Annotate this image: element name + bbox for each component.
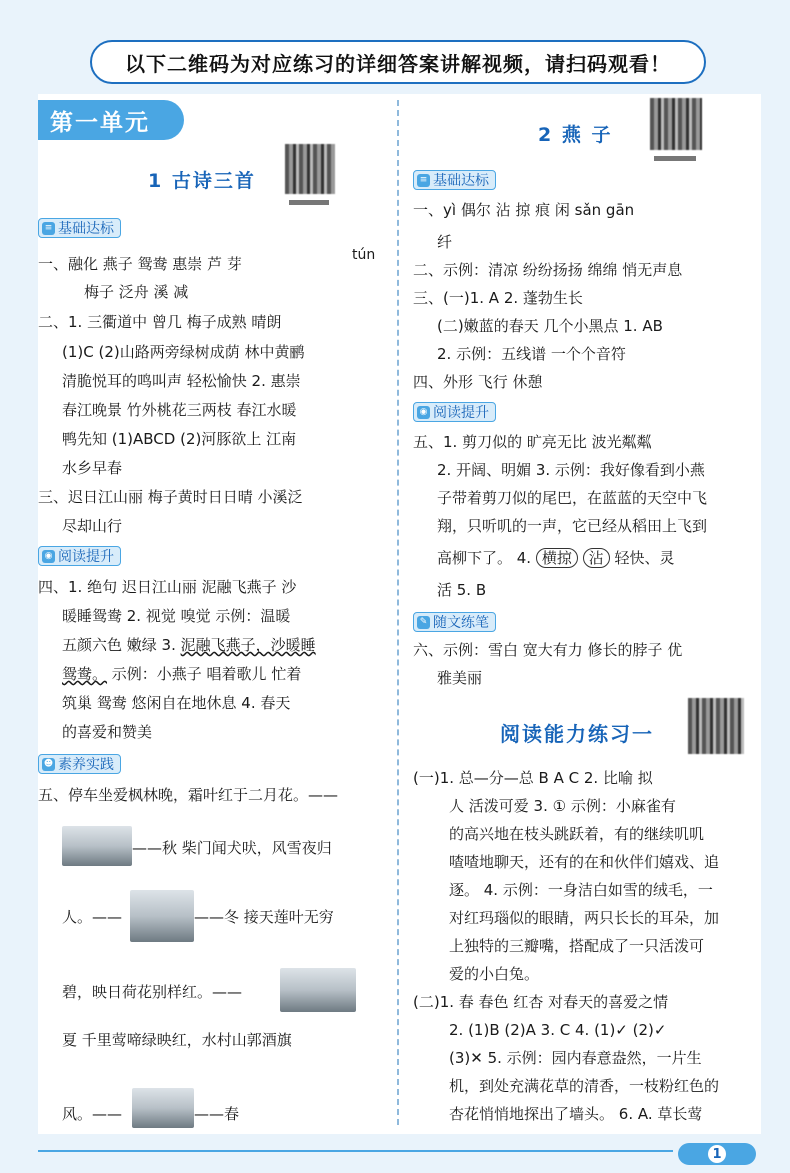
answer-line: (二)嫩蓝的春天 几个小黑点 1. AB bbox=[437, 317, 663, 335]
pinyin-annotation: tún bbox=[352, 247, 376, 263]
answer-line: 一、yì 偶尔 沾 掠 痕 闲 sǎn gān bbox=[413, 201, 635, 219]
answer-line: (1)C (2)山路两旁绿树成荫 林中黄鹂 bbox=[62, 343, 305, 361]
answer-line: 鸭先知 (1)ABCD (2)河豚欲上 江南 bbox=[62, 430, 297, 448]
reading-practice-title: 阅读能力练习一 bbox=[500, 722, 654, 746]
answer-line: 筑巢 鸳鸯 悠闲自在地休息 4. 春天 bbox=[62, 694, 291, 712]
badge-label: 阅读提升 bbox=[433, 405, 489, 421]
answer-line: 暖睡鸳鸯 2. 视觉 嗅觉 示例：温暖 bbox=[62, 607, 291, 625]
answer-line: 鸳鸯。 示例：小燕子 唱着歌儿 忙着 bbox=[62, 665, 302, 683]
answer-line: 三、(一)1. A 2. 蓬勃生长 bbox=[413, 289, 583, 307]
answer-line: 五颜六色 嫩绿 3. 泥融飞燕子，沙暖睡 bbox=[62, 636, 316, 654]
section-badge-basic bbox=[38, 218, 121, 238]
underlined-quote: 泥融飞燕子，沙暖睡 bbox=[180, 636, 316, 654]
section-badge-reading bbox=[38, 546, 121, 566]
section-badge-reading bbox=[413, 402, 496, 422]
qr-code-icon[interactable] bbox=[285, 144, 335, 194]
answer-line: (二)1. 春 春色 红杏 对春天的喜爱之情 bbox=[413, 993, 669, 1011]
answer-line: (3)✕ 5. 示例：园内春意盎然，一片生 bbox=[449, 1049, 702, 1067]
qr-caption bbox=[289, 200, 329, 205]
qr-code-icon[interactable] bbox=[688, 698, 744, 754]
answer-line: ——春 bbox=[194, 1105, 240, 1123]
answer-line: 机，到处充满花草的清香，一枝粉红色的 bbox=[449, 1077, 720, 1095]
answer-line: 四、1. 绝句 迟日江山丽 泥融飞燕子 沙 bbox=[38, 578, 297, 596]
answer-line: 二、1. 三衢道中 曾几 梅子成熟 晴朗 bbox=[38, 313, 282, 331]
answer-line: (一)1. 总—分—总 B A C 2. 比喻 拟 bbox=[413, 769, 653, 787]
document-icon: ≡ bbox=[417, 174, 430, 187]
answer-line: 春江晚景 竹外桃花三两枝 春江水暖 bbox=[62, 401, 297, 419]
badge-label: 基础达标 bbox=[58, 221, 114, 237]
answer-line: 雅美丽 bbox=[437, 669, 483, 687]
reading-icon: ◉ bbox=[42, 550, 55, 563]
qr-caption bbox=[654, 156, 696, 161]
answer-line: 2. 开阔、明媚 3. 示例：我好像看到小燕 bbox=[437, 461, 705, 479]
section-badge-practice bbox=[38, 754, 121, 774]
spring-painting-image bbox=[132, 1088, 194, 1128]
autumn-painting-image bbox=[62, 826, 132, 866]
answer-line: 喳喳地聊天，还有的在和伙伴们嬉戏、追 bbox=[449, 853, 720, 871]
winter-painting-image bbox=[130, 890, 194, 942]
answer-line: 对红玛瑙似的眼睛，两只长长的耳朵，加 bbox=[449, 909, 720, 927]
page-number-pill bbox=[678, 1143, 756, 1165]
answer-line: 一、融化 燕子 鸳鸯 惠崇 芦 芽 bbox=[38, 255, 242, 273]
answer-line: 六、示例：雪白 宽大有力 修长的脖子 优 bbox=[413, 641, 683, 659]
answer-line: 人。—— bbox=[62, 908, 123, 926]
badge-label: 阅读提升 bbox=[58, 549, 114, 565]
answer-line: 五、1. 剪刀似的 旷亮无比 波光粼粼 bbox=[413, 433, 652, 451]
lesson-1-title: 1 古诗三首 bbox=[148, 170, 256, 192]
column-divider bbox=[397, 100, 399, 1125]
answer-line: 清脆悦耳的鸣叫声 轻松愉快 2. 惠崇 bbox=[62, 372, 301, 390]
answer-line: 的喜爱和赞美 bbox=[62, 723, 153, 741]
answer-line: 水乡早春 bbox=[62, 459, 123, 477]
answer-line: 二、示例：清凉 纷纷扬扬 绵绵 悄无声息 bbox=[413, 261, 683, 279]
answer-line: 碧，映日荷花别样红。—— bbox=[62, 983, 243, 1001]
answer-line: 五、停车坐爱枫林晚，霜叶红于二月花。—— bbox=[38, 786, 339, 804]
answer-line: ——秋 柴门闻犬吠，风雪夜归 bbox=[132, 839, 332, 857]
page-number: 1 bbox=[708, 1145, 726, 1163]
unit-tab: 第一单元 bbox=[38, 100, 184, 140]
footer-rule bbox=[38, 1150, 673, 1152]
answer-line: 梅子 泛舟 溪 减 bbox=[84, 283, 189, 301]
answer-line: 杏花悄悄地探出了墙头。 6. A. 草长莺 bbox=[449, 1105, 703, 1123]
answer-line: 子带着剪刀似的尾巴，在蓝蓝的天空中飞 bbox=[437, 489, 708, 507]
circled-answer: 沾 bbox=[583, 548, 610, 568]
answer-line: 三、迟日江山丽 梅子黄时日日晴 小溪泛 bbox=[38, 488, 303, 506]
section-badge-writing bbox=[413, 612, 496, 632]
answer-line: 翔，只听叽的一声，它已经从稻田上飞到 bbox=[437, 517, 708, 535]
answer-line: 的高兴地在枝头跳跃着，有的继续叽叽 bbox=[449, 825, 705, 843]
answer-line: 爱的小白兔。 bbox=[449, 965, 540, 983]
section-badge-basic bbox=[413, 170, 496, 190]
circled-answer: 横掠 bbox=[536, 548, 578, 568]
qr-notice-banner: 以下二维码为对应练习的详细答案讲解视频，请扫码观看！ bbox=[90, 40, 706, 84]
skull-icon: ☻ bbox=[43, 758, 54, 769]
answer-line: 纤 bbox=[437, 233, 453, 251]
reading-icon: ◉ bbox=[417, 406, 430, 419]
qr-code-icon[interactable] bbox=[650, 98, 702, 150]
document-icon: ≡ bbox=[42, 222, 55, 235]
answer-line: 2. 示例：五线谱 一个个音符 bbox=[437, 345, 626, 363]
answer-line: ——冬 接天莲叶无穷 bbox=[194, 908, 334, 926]
answer-line: 四、外形 飞行 休憩 bbox=[413, 373, 543, 391]
answer-line: 2. (1)B (2)A 3. C 4. (1)✓ (2)✓ bbox=[449, 1021, 667, 1039]
pencil-icon: ✎ bbox=[417, 616, 430, 629]
badge-label: 基础达标 bbox=[433, 173, 489, 189]
answer-line: 上独特的三瓣嘴，搭配成了一只活泼可 bbox=[449, 937, 705, 955]
summer-painting-image bbox=[280, 968, 356, 1012]
answer-line: 人 活泼可爱 3. ① 示例：小麻雀有 bbox=[449, 797, 676, 815]
answer-line: 逐。 4. 示例：一身洁白如雪的绒毛，一 bbox=[449, 881, 713, 899]
answer-line: 高柳下了。 4. 横掠 沾 轻快、灵 bbox=[437, 549, 675, 567]
answer-line: 尽却山行 bbox=[62, 517, 123, 535]
badge-label: 随文练笔 bbox=[433, 615, 489, 631]
answer-line: 风。—— bbox=[62, 1105, 123, 1123]
answer-line: 夏 千里莺啼绿映红，水村山郭酒旗 bbox=[62, 1031, 292, 1049]
badge-label: 素养实践 bbox=[58, 757, 114, 773]
answer-line: 活 5. B bbox=[437, 581, 487, 599]
lesson-2-title: 2 燕 子 bbox=[538, 124, 613, 146]
